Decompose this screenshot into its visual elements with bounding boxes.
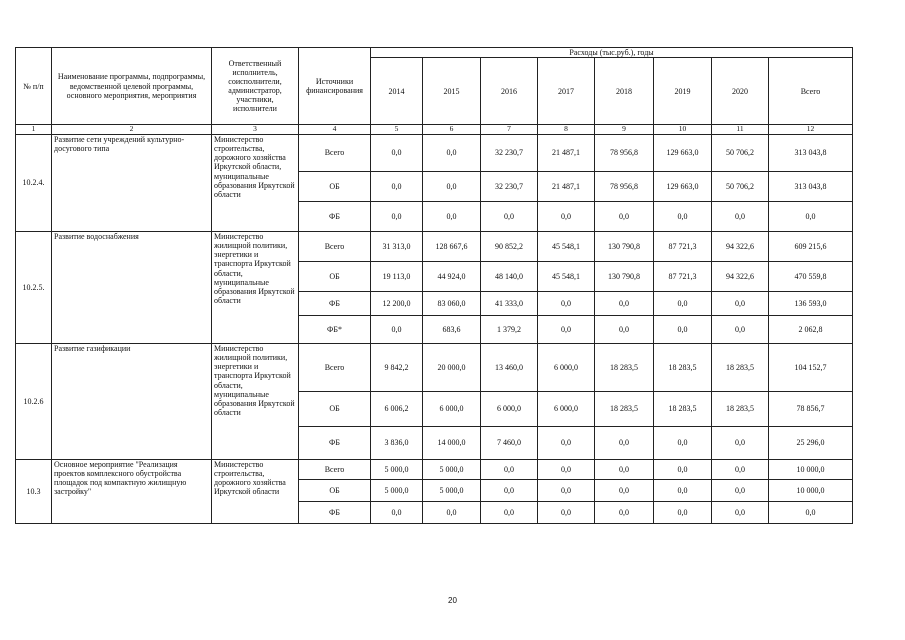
funding-source: ОБ [299, 479, 371, 501]
year-value: 50 706,2 [712, 171, 769, 201]
column-index-cell: 1 [16, 125, 52, 135]
responsible-executor: Министерство жилищной политики, энергетики и транспорта Иркутской области, муниципальные образования Иркутской области [212, 343, 299, 459]
year-value: 3 836,0 [371, 426, 423, 459]
year-value: 5 000,0 [371, 479, 423, 501]
year-value: 5 000,0 [371, 459, 423, 479]
header-year: 2015 [423, 58, 481, 125]
total-value: 25 296,0 [769, 426, 853, 459]
total-value: 2 062,8 [769, 315, 853, 343]
year-value: 0,0 [371, 201, 423, 231]
year-value: 0,0 [423, 134, 481, 171]
table-body [16, 134, 853, 523]
year-value: 18 283,5 [654, 391, 712, 426]
total-value: 313 043,8 [769, 134, 853, 171]
year-value: 0,0 [712, 459, 769, 479]
header-year: 2019 [654, 58, 712, 125]
year-value: 0,0 [481, 479, 538, 501]
year-value: 18 283,5 [595, 343, 654, 391]
year-value: 0,0 [595, 201, 654, 231]
table-row [16, 459, 853, 479]
year-value: 0,0 [595, 291, 654, 315]
year-value: 0,0 [538, 426, 595, 459]
year-value: 129 663,0 [654, 134, 712, 171]
program-name: Развитие газификации [52, 343, 212, 459]
year-value: 5 000,0 [423, 479, 481, 501]
total-value: 0,0 [769, 201, 853, 231]
header-year: 2017 [538, 58, 595, 125]
year-value: 18 283,5 [595, 391, 654, 426]
year-value: 83 060,0 [423, 291, 481, 315]
year-value: 0,0 [712, 201, 769, 231]
funding-source: ФБ [299, 501, 371, 523]
funding-source: Всего [299, 343, 371, 391]
table-header [16, 48, 853, 135]
year-value: 0,0 [595, 426, 654, 459]
column-index-cell: 5 [371, 125, 423, 135]
table-row [16, 343, 853, 391]
year-value: 0,0 [654, 501, 712, 523]
year-value: 18 283,5 [712, 343, 769, 391]
year-value: 128 667,6 [423, 231, 481, 261]
funding-source: Всего [299, 231, 371, 261]
header-year: 2016 [481, 58, 538, 125]
year-value: 0,0 [595, 459, 654, 479]
year-value: 31 313,0 [371, 231, 423, 261]
column-index-cell: 12 [769, 125, 853, 135]
year-value: 48 140,0 [481, 261, 538, 291]
year-value: 0,0 [595, 501, 654, 523]
year-value: 7 460,0 [481, 426, 538, 459]
total-value: 10 000,0 [769, 479, 853, 501]
row-number: 10.3 [16, 459, 52, 523]
year-value: 0,0 [423, 501, 481, 523]
year-value: 32 230,7 [481, 134, 538, 171]
year-value: 0,0 [654, 315, 712, 343]
year-value: 6 000,0 [423, 391, 481, 426]
program-name: Основное мероприятие "Реализация проектов комплексного обустройства площадок под компактную жилищную застройку" [52, 459, 212, 523]
year-value: 21 487,1 [538, 134, 595, 171]
year-value: 0,0 [538, 479, 595, 501]
funding-source: ФБ* [299, 315, 371, 343]
year-value: 6 006,2 [371, 391, 423, 426]
table-row [16, 231, 853, 261]
funding-source: ФБ [299, 426, 371, 459]
year-value: 41 333,0 [481, 291, 538, 315]
year-value: 21 487,1 [538, 171, 595, 201]
header-year: 2020 [712, 58, 769, 125]
year-value: 78 956,8 [595, 171, 654, 201]
year-value: 0,0 [371, 315, 423, 343]
funding-source: Всего [299, 134, 371, 171]
year-value: 6 000,0 [481, 391, 538, 426]
year-value: 0,0 [712, 479, 769, 501]
year-value: 0,0 [481, 459, 538, 479]
header-year: 2018 [595, 58, 654, 125]
funding-source: ФБ [299, 291, 371, 315]
column-index-cell: 8 [538, 125, 595, 135]
total-value: 470 559,8 [769, 261, 853, 291]
total-value: 313 043,8 [769, 171, 853, 201]
year-value: 0,0 [538, 459, 595, 479]
header-expenses: Расходы (тыс.руб.), годы [371, 48, 853, 58]
total-value: 10 000,0 [769, 459, 853, 479]
total-value: 104 152,7 [769, 343, 853, 391]
year-value: 50 706,2 [712, 134, 769, 171]
funding-source: ОБ [299, 261, 371, 291]
year-value: 0,0 [595, 315, 654, 343]
year-value: 0,0 [595, 479, 654, 501]
header-num: № п/п [16, 48, 52, 125]
year-value: 0,0 [712, 501, 769, 523]
year-value: 0,0 [654, 291, 712, 315]
year-value: 0,0 [712, 426, 769, 459]
responsible-executor: Министерство строительства, дорожного хозяйства Иркутской области [212, 459, 299, 523]
page-number: 20 [448, 596, 457, 605]
year-value: 20 000,0 [423, 343, 481, 391]
year-value: 0,0 [654, 426, 712, 459]
column-index-cell: 7 [481, 125, 538, 135]
total-value: 609 215,6 [769, 231, 853, 261]
year-value: 6 000,0 [538, 391, 595, 426]
year-value: 94 322,6 [712, 231, 769, 261]
program-name: Развитие сети учреждений культурно-досугового типа [52, 134, 212, 231]
year-value: 0,0 [481, 201, 538, 231]
year-value: 0,0 [538, 315, 595, 343]
year-value: 0,0 [538, 201, 595, 231]
year-value: 683,6 [423, 315, 481, 343]
year-value: 78 956,8 [595, 134, 654, 171]
year-value: 45 548,1 [538, 231, 595, 261]
column-index-cell: 10 [654, 125, 712, 135]
header-year: Всего [769, 58, 853, 125]
column-index-cell: 3 [212, 125, 299, 135]
year-value: 87 721,3 [654, 231, 712, 261]
year-value: 45 548,1 [538, 261, 595, 291]
year-value: 1 379,2 [481, 315, 538, 343]
year-value: 12 200,0 [371, 291, 423, 315]
year-value: 18 283,5 [712, 391, 769, 426]
year-value: 6 000,0 [538, 343, 595, 391]
program-name: Развитие водоснабжения [52, 231, 212, 343]
column-index-cell: 11 [712, 125, 769, 135]
year-value: 5 000,0 [423, 459, 481, 479]
year-value: 0,0 [712, 291, 769, 315]
responsible-executor: Министерство жилищной политики, энергетики и транспорта Иркутской области, муниципальные образования Иркутской области [212, 231, 299, 343]
year-value: 0,0 [654, 201, 712, 231]
row-number: 10.2.5. [16, 231, 52, 343]
column-index-cell: 9 [595, 125, 654, 135]
year-value: 9 842,2 [371, 343, 423, 391]
year-value: 0,0 [712, 315, 769, 343]
year-value: 130 790,8 [595, 261, 654, 291]
year-value: 90 852,2 [481, 231, 538, 261]
funding-source: ОБ [299, 391, 371, 426]
year-value: 0,0 [371, 501, 423, 523]
year-value: 130 790,8 [595, 231, 654, 261]
year-value: 0,0 [654, 459, 712, 479]
column-index-cell: 2 [52, 125, 212, 135]
year-value: 0,0 [481, 501, 538, 523]
total-value: 78 856,7 [769, 391, 853, 426]
budget-table [15, 47, 853, 524]
header-sources: Источники финансирования [299, 48, 371, 125]
row-number: 10.2.6 [16, 343, 52, 459]
year-value: 44 924,0 [423, 261, 481, 291]
year-value: 0,0 [538, 501, 595, 523]
year-value: 0,0 [423, 201, 481, 231]
row-number: 10.2.4. [16, 134, 52, 231]
header-name: Наименование программы, подпрограммы, ведомственной целевой программы, основного мероприятия, мероприятия [52, 48, 212, 125]
year-value: 0,0 [654, 479, 712, 501]
year-value: 0,0 [423, 171, 481, 201]
responsible-executor: Министерство строительства, дорожного хозяйства Иркутской области, муниципальные образования Иркутской области [212, 134, 299, 231]
year-value: 129 663,0 [654, 171, 712, 201]
funding-source: Всего [299, 459, 371, 479]
year-value: 94 322,6 [712, 261, 769, 291]
funding-source: ФБ [299, 201, 371, 231]
year-value: 19 113,0 [371, 261, 423, 291]
year-value: 0,0 [371, 134, 423, 171]
year-value: 18 283,5 [654, 343, 712, 391]
year-value: 13 460,0 [481, 343, 538, 391]
year-value: 87 721,3 [654, 261, 712, 291]
column-index-row [16, 125, 853, 135]
year-value: 0,0 [538, 291, 595, 315]
year-value: 32 230,7 [481, 171, 538, 201]
column-index-cell: 4 [299, 125, 371, 135]
funding-source: ОБ [299, 171, 371, 201]
year-value: 14 000,0 [423, 426, 481, 459]
table-row [16, 134, 853, 171]
header-year: 2014 [371, 58, 423, 125]
column-index-cell: 6 [423, 125, 481, 135]
total-value: 136 593,0 [769, 291, 853, 315]
year-value: 0,0 [371, 171, 423, 201]
header-responsible: Ответственный исполнитель, соисполнители, администратор, участники, исполнители [212, 48, 299, 125]
total-value: 0,0 [769, 501, 853, 523]
